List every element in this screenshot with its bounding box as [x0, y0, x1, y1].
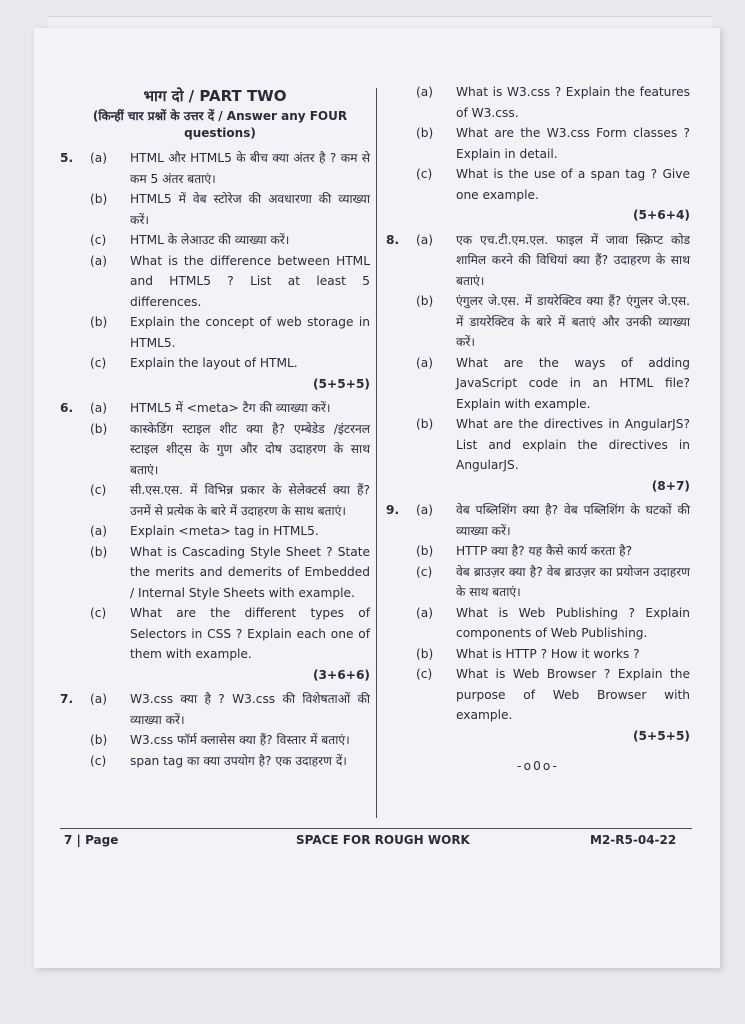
- item-label: (c): [416, 667, 433, 681]
- item-text: What are the ways of adding JavaScript code in an HTML file? Explain with example.: [456, 355, 690, 411]
- item-label: (a): [416, 355, 433, 370]
- item-label: (b): [416, 417, 434, 431]
- page-number: 7 | Page: [64, 833, 119, 847]
- left-column: [60, 86, 370, 771]
- question-number: 7.: [60, 692, 74, 706]
- question-7-english: [386, 82, 690, 226]
- question-7-hindi: [60, 689, 370, 771]
- item-text: सी.एस.एस. में विभिन्न प्रकार के सेलेक्टर्स क्या हैं? उनमें से प्रत्येक के बारे में उदाहरण के साथ बताएं।: [130, 483, 370, 518]
- item-text: W3.css क्या है ? W3.css की विशेषताओं की व्याख्या करें।: [130, 692, 370, 727]
- item-text: What are the different types of Selectors in CSS ? Explain each one of them with example.: [130, 606, 370, 661]
- item-text: HTML और HTML5 के बीच क्या अंतर है ? कम से कम 5 अंतर बताएं।: [130, 151, 370, 186]
- question-6: [60, 398, 370, 685]
- question-number: 8.: [386, 232, 400, 247]
- item-label: (b): [90, 192, 108, 206]
- item-label: (b): [90, 315, 108, 329]
- marks: (5+5+5): [632, 728, 690, 743]
- question-5: [60, 148, 370, 394]
- marks: (5+5+5): [312, 376, 370, 391]
- item-text: What is HTTP ? How it works ?: [456, 646, 640, 661]
- question-number: 5.: [60, 151, 74, 165]
- item-text: What are the directives in AngularJS? List and explain the directives in AngularJS.: [456, 417, 690, 472]
- item-label: (c): [416, 564, 433, 579]
- item-text: What is Web Browser ? Explain the purpose of Web Browser with example.: [456, 667, 690, 722]
- instruction: (किन्हीं चार प्रश्नों के उत्तर दें / Answer any FOUR questions): [92, 109, 348, 140]
- item-label: (a): [90, 253, 107, 268]
- question-number: 6.: [60, 401, 74, 415]
- footer-rule: [60, 828, 692, 829]
- item-label: (b): [90, 421, 108, 436]
- item-label: (a): [416, 503, 433, 517]
- item-label: (a): [90, 151, 107, 165]
- item-label: (a): [416, 85, 433, 99]
- item-text: W3.css फॉर्म क्लासेस क्या हैं? विस्तार में बताएं।: [130, 733, 350, 747]
- item-label: (a): [90, 692, 107, 706]
- question-number: 9.: [386, 503, 400, 517]
- page-title: भाग दो / PART TWO: [143, 87, 287, 105]
- question-8: [386, 230, 690, 497]
- item-text: What is the use of a span tag ? Give one example.: [456, 167, 690, 202]
- item-text: HTML5 में वेब स्टोरेज की अवधारणा की व्याख्या करें।: [130, 192, 370, 227]
- item-text: Explain the concept of web storage in HTML5.: [130, 315, 370, 350]
- item-text: एक एच.टी.एम.एल. फाइल में जावा स्क्रिप्ट कोड शामिल करने की विधियां क्या हैं? उदाहरण के साथ बताएं।: [456, 232, 690, 288]
- item-text: What is Cascading Style Sheet ? State the merits and demerits of Embedded / Internal Style Sheets with example.: [130, 544, 370, 600]
- item-text: HTML के लेआउट की व्याख्या करें।: [130, 233, 290, 247]
- right-column: [386, 82, 690, 777]
- item-text: span tag का क्या उपयोग है? एक उदाहरण दें।: [130, 753, 347, 768]
- item-label: (c): [90, 753, 107, 768]
- column-divider: [376, 88, 377, 818]
- item-label: (b): [416, 294, 434, 308]
- item-label: (a): [90, 524, 107, 538]
- item-label: (b): [90, 544, 108, 559]
- item-text: कास्केडिंग स्टाइल शीट क्या है? एम्बेडेड /इंटरनल स्टाइल शीट्स के गुण और दोष उदाहरण के साथ बताएं।: [130, 421, 370, 477]
- item-label: (c): [90, 233, 107, 247]
- end-mark: -o0o-: [517, 759, 559, 773]
- marks: (5+6+4): [632, 208, 690, 222]
- item-text: HTML5 में <meta> टैग की व्याख्या करें।: [130, 401, 331, 415]
- item-text: HTTP क्या है? यह कैसे कार्य करता है?: [456, 544, 633, 558]
- item-text: Explain the layout of HTML.: [130, 356, 298, 370]
- item-label: (a): [416, 232, 433, 247]
- item-text: Explain <meta> tag in HTML5.: [130, 524, 319, 538]
- paper-code: M2-R5-04-22: [590, 833, 677, 847]
- item-label: (b): [90, 733, 108, 747]
- item-label: (b): [416, 544, 434, 558]
- item-text: What are the W3.css Form classes ? Explain in detail.: [456, 126, 690, 161]
- item-label: (b): [416, 126, 434, 140]
- item-label: (c): [90, 483, 107, 497]
- rough-work-label: SPACE FOR ROUGH WORK: [296, 833, 470, 847]
- item-label: (a): [90, 401, 107, 415]
- item-text: What is Web Publishing ? Explain components of Web Publishing.: [456, 605, 690, 640]
- item-text: वेब पब्लिशिंग क्या है? वेब पब्लिशिंग के घटकों की व्याख्या करें।: [456, 503, 690, 538]
- item-text: वेब ब्राउज़र क्या है? वेब ब्राउज़र का प्रयोजन उदाहरण के साथ बताएं।: [456, 564, 690, 599]
- item-label: (c): [416, 167, 433, 181]
- item-label: (c): [90, 606, 107, 620]
- item-text: एंगुलर जे.एस. में डायरेक्टिव क्या हैं? एंगुलर जे.एस. में डायरेक्टिव के बारे में बताएं और उनकी व्याख्या करें।: [456, 294, 690, 349]
- marks: (3+6+6): [312, 667, 370, 682]
- item-label: (c): [90, 356, 107, 370]
- question-9: [386, 500, 690, 746]
- marks: (8+7): [651, 478, 690, 493]
- item-label: (a): [416, 605, 433, 620]
- item-label: (b): [416, 646, 434, 661]
- item-text: What is the difference between HTML and HTML5 ? List at least 5 differences.: [130, 253, 370, 309]
- item-text: What is W3.css ? Explain the features of W3.css.: [456, 85, 690, 120]
